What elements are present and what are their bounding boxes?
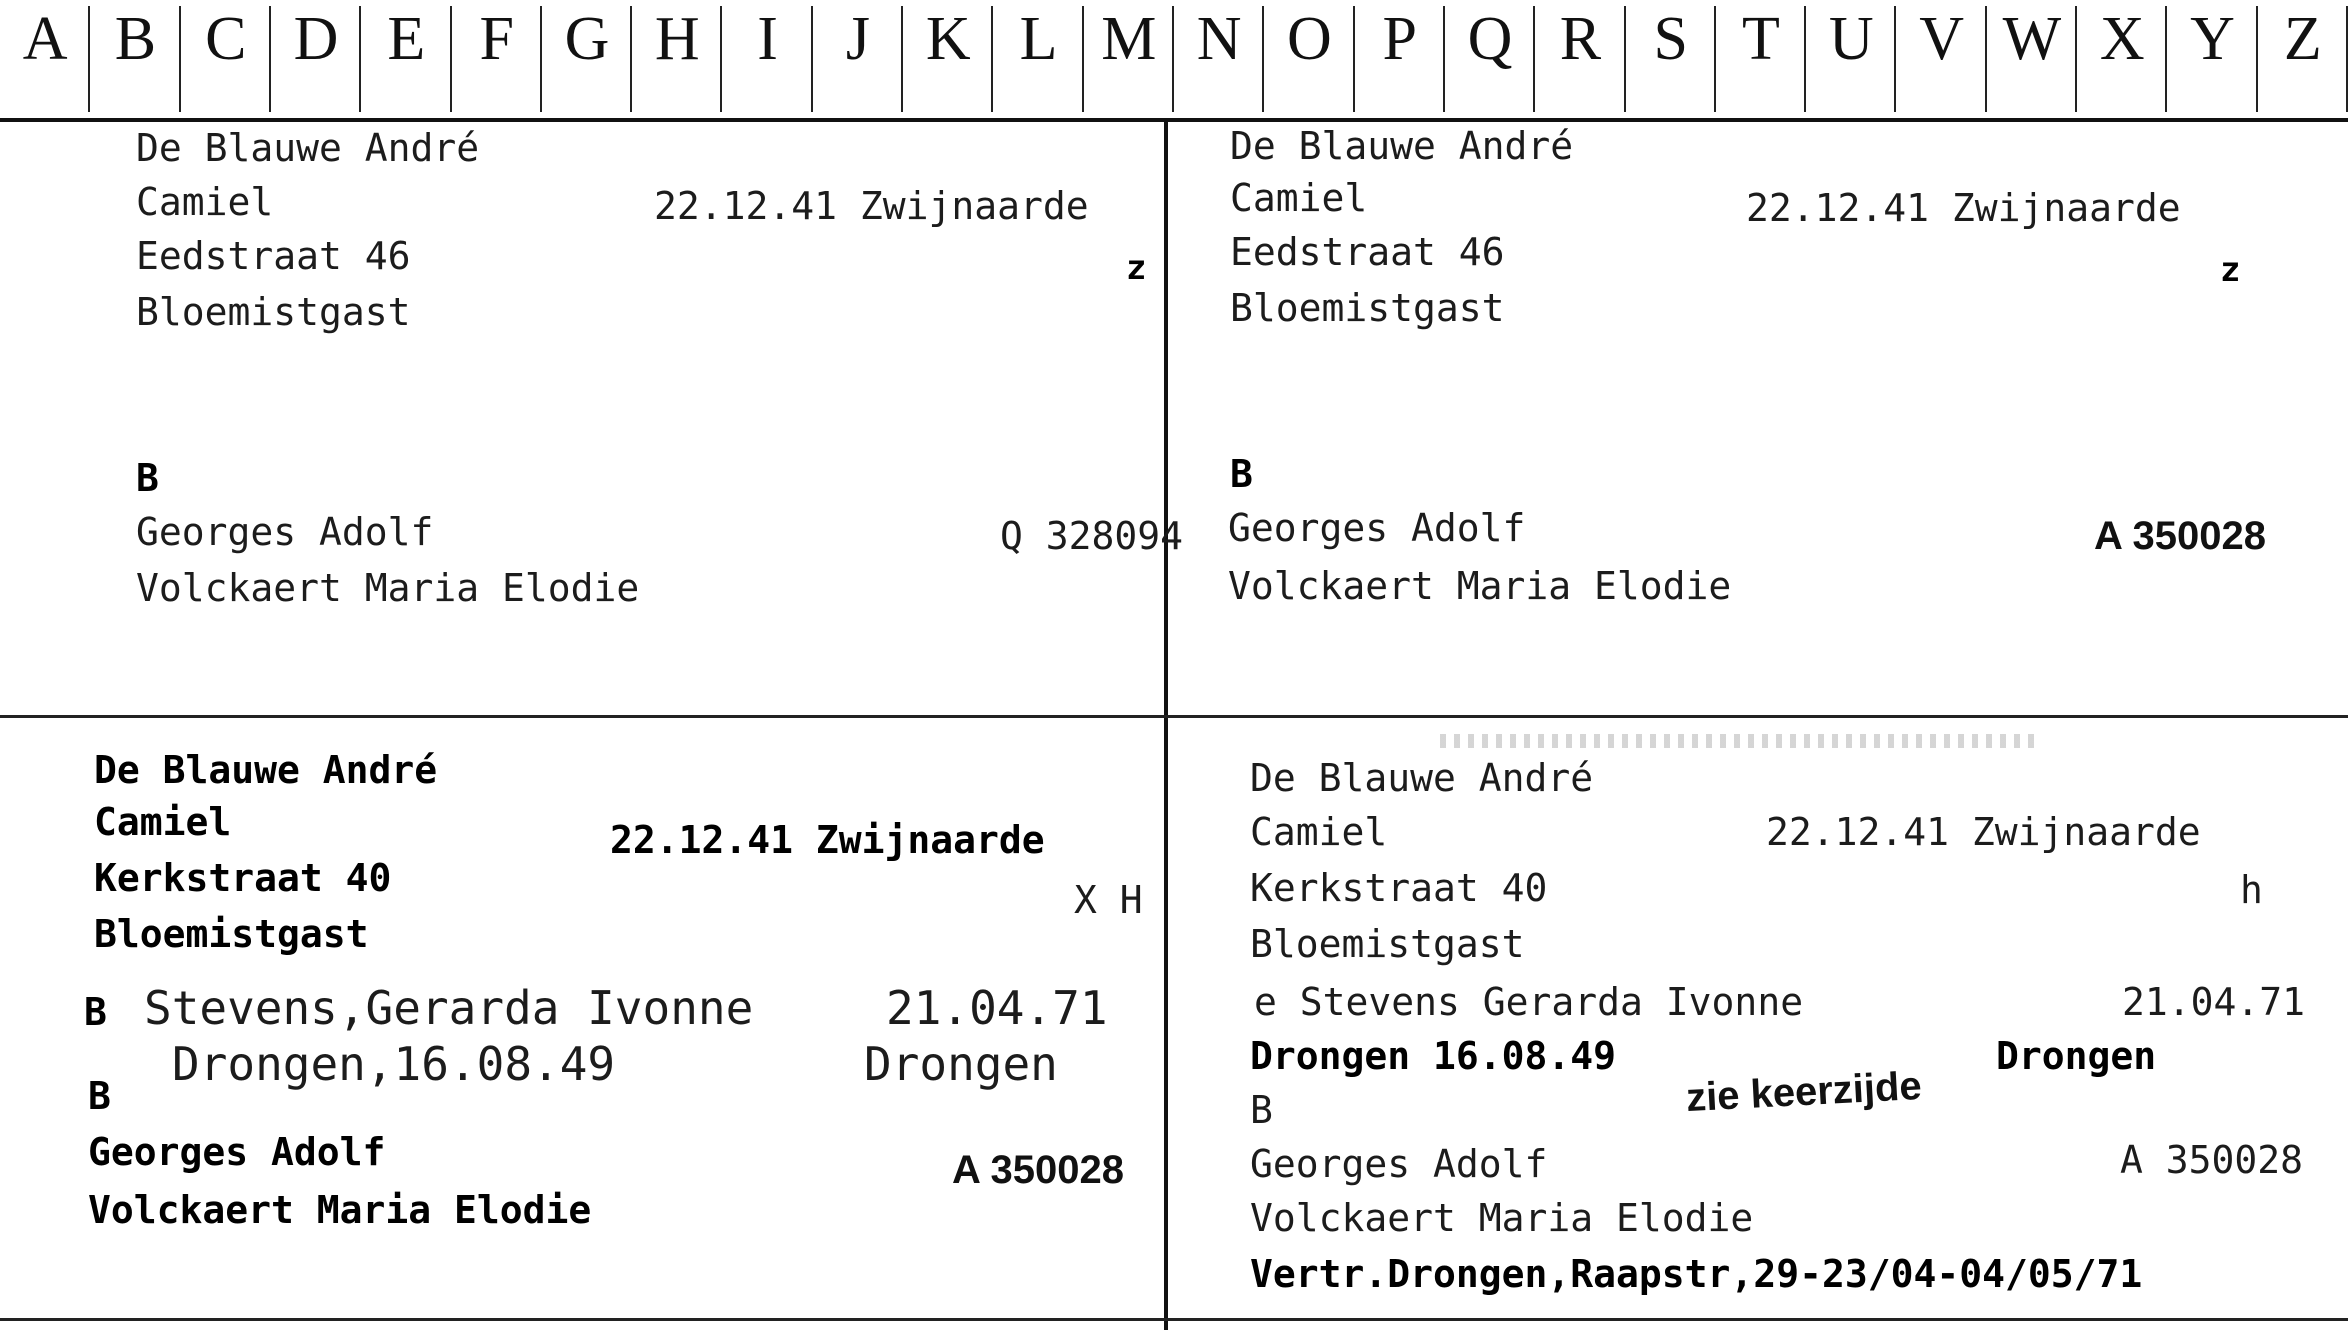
card-name: De Blauwe André [1250, 756, 1594, 800]
card-ref-number: A 350028 [2094, 514, 2266, 558]
card-occupation: Bloemistgast [94, 912, 369, 956]
alphabet-letter: S [1626, 0, 1716, 118]
bottom-divider [0, 1318, 2348, 1321]
card-second-name: Camiel [1250, 810, 1388, 854]
ink-smudge [1440, 734, 2040, 748]
card-second-name: Camiel [94, 800, 232, 844]
card-spouse-birth: Drongen 16.08.49 [1250, 1034, 1617, 1078]
alphabet-letter: C [181, 0, 271, 118]
alphabet-letter: K [903, 0, 993, 118]
card-birth: 22.12.41 Zwijnaarde [1746, 186, 2181, 230]
card-name: De Blauwe André [1230, 124, 1574, 168]
alphabet-letter: J [813, 0, 903, 118]
alphabet-letter: G [542, 0, 632, 118]
card-occupation: Bloemistgast [136, 290, 411, 334]
card-occupation: Bloemistgast [1230, 286, 1505, 330]
alphabet-letter: Y [2167, 0, 2257, 118]
alphabet-letter: T [1716, 0, 1806, 118]
card-father: Georges Adolf [1228, 506, 1526, 550]
alphabet-letter: M [1084, 0, 1174, 118]
alphabet-letter: F [452, 0, 542, 118]
card-spouse-date: 21.04.71 [2122, 980, 2306, 1024]
alphabet-letter: D [271, 0, 361, 118]
card-spouse-place: Drongen [1996, 1034, 2157, 1078]
card-departure: Vertr.Drongen,Raapstr,29-23/04-04/05/71 [1250, 1252, 2143, 1296]
alphabet-letter: N [1174, 0, 1264, 118]
card-spouse: Stevens,Gerarda Ivonne [144, 981, 754, 1035]
alphabet-letter: A [0, 0, 90, 118]
card-mother: Volckaert Maria Elodie [136, 566, 640, 610]
alphabet-letter: W [1987, 0, 2077, 118]
card-name: De Blauwe André [94, 748, 438, 792]
card-second-name: Camiel [136, 180, 274, 224]
card-spouse-place: Drongen [864, 1037, 1058, 1091]
alphabet-letter: X [2077, 0, 2167, 118]
card-birth: 22.12.41 Zwijnaarde [1766, 810, 2201, 854]
alphabet-letter: Z [2258, 0, 2348, 118]
card-second-name: Camiel [1230, 176, 1368, 220]
card-mother: Volckaert Maria Elodie [88, 1188, 592, 1232]
card-code: z [1126, 248, 1147, 288]
card-ref-number: Q 328094 [1000, 514, 1184, 558]
card-name: De Blauwe André [136, 126, 480, 170]
card-note-stamp: zie keerzijde [1685, 1063, 1923, 1121]
alphabet-letter: E [361, 0, 451, 118]
card-status: B [1230, 452, 1253, 496]
card-status: B [136, 456, 159, 500]
card-street: Kerkstraat 40 [94, 856, 392, 900]
card-father: Georges Adolf [1250, 1142, 1548, 1186]
alphabet-letter: Q [1445, 0, 1535, 118]
card-street: Eedstraat 46 [136, 234, 411, 278]
alphabet-letter: L [993, 0, 1083, 118]
vertical-divider [1164, 118, 1168, 1330]
card-ref-number: A 350028 [2120, 1138, 2304, 1182]
card-status: B [88, 1074, 111, 1118]
card-status: B [1250, 1088, 1273, 1132]
card-birth: 22.12.41 Zwijnaarde [610, 818, 1045, 862]
alphabet-letter: I [722, 0, 812, 118]
card-occupation: Bloemistgast [1250, 922, 1525, 966]
horizontal-divider [0, 715, 2348, 718]
card-birth: 22.12.41 Zwijnaarde [654, 184, 1089, 228]
card-spouse-birth: Drongen,16.08.49 [172, 1037, 616, 1091]
card-ref-number: A 350028 [952, 1148, 1124, 1192]
card-spouse-prefix: B [84, 990, 107, 1034]
card-spouse: e Stevens Gerarda Ivonne [1254, 980, 1804, 1024]
card-code: h [2240, 868, 2263, 912]
card-mother: Volckaert Maria Elodie [1228, 564, 1732, 608]
alphabet-letter: V [1896, 0, 1986, 118]
alphabet-letter: O [1264, 0, 1354, 118]
card-spouse-date: 21.04.71 [886, 981, 1108, 1035]
alphabet-letter: B [90, 0, 180, 118]
alphabet-letter: P [1355, 0, 1445, 118]
card-father: Georges Adolf [136, 510, 434, 554]
card-code: z [2220, 250, 2241, 290]
card-mother: Volckaert Maria Elodie [1250, 1196, 1754, 1240]
alphabet-index-bar [0, 0, 2348, 122]
card-street: Kerkstraat 40 [1250, 866, 1548, 910]
card-code: X H [1074, 878, 1143, 922]
card-father: Georges Adolf [88, 1130, 386, 1174]
card-street: Eedstraat 46 [1230, 230, 1505, 274]
alphabet-letter: H [632, 0, 722, 118]
alphabet-letter: R [1535, 0, 1625, 118]
alphabet-letter: U [1806, 0, 1896, 118]
